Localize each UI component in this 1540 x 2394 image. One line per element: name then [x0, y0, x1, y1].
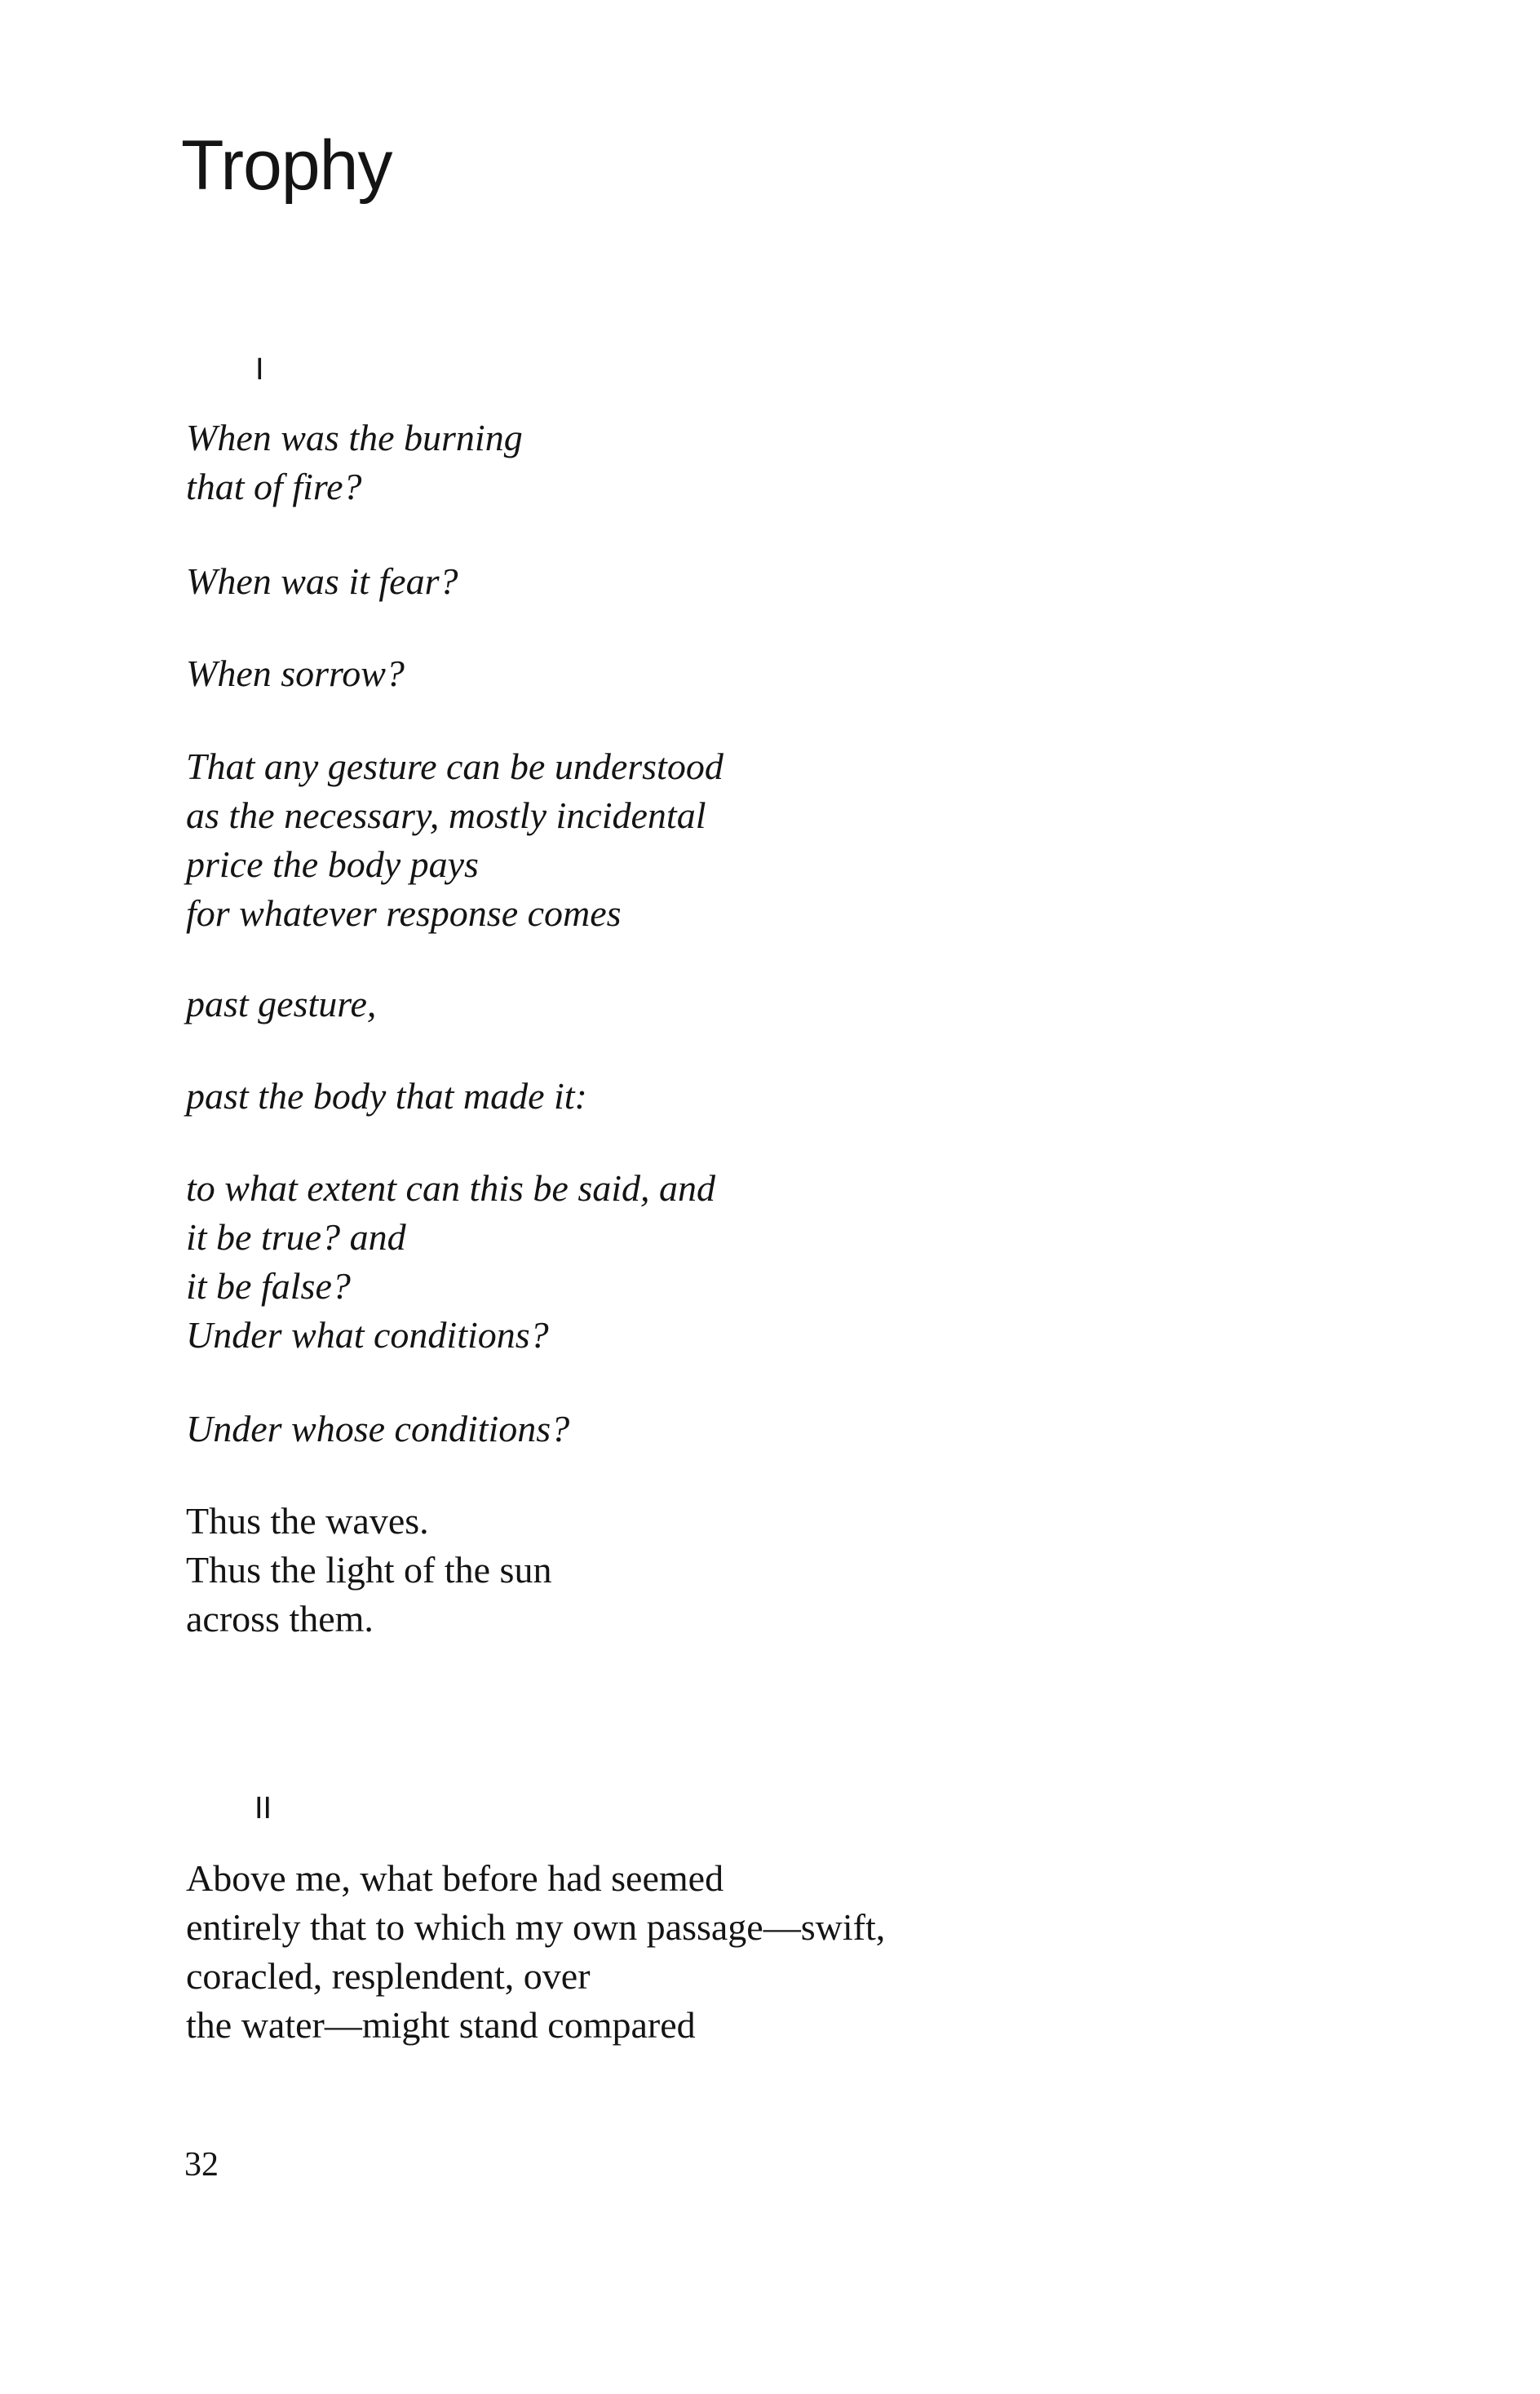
verse-line: Thus the light of the sun — [186, 1549, 552, 1591]
stanza — [186, 980, 376, 1029]
verse-line: it be true? and — [186, 1216, 406, 1258]
verse-line: Under whose conditions? — [186, 1408, 570, 1449]
stanza — [186, 557, 458, 606]
stanza — [186, 649, 405, 698]
poem-title: Trophy — [181, 126, 392, 205]
stanza — [186, 1072, 587, 1121]
section-number-2: II — [254, 1791, 272, 1825]
stanza — [186, 414, 523, 511]
verse-line: coracled, resplendent, over — [186, 1955, 591, 1997]
stanza — [186, 742, 724, 938]
verse-line: past the body that made it: — [186, 1075, 587, 1117]
verse-line: That any gesture can be understood — [186, 746, 724, 787]
stanza — [186, 1405, 569, 1454]
verse-line: to what extent can this be said, and — [186, 1167, 716, 1209]
verse-line: price the body pays — [186, 843, 479, 885]
page-number: 32 — [184, 2146, 219, 2184]
verse-line: Above me, what before had seemed — [186, 1857, 724, 1899]
verse-line: that of fire? — [186, 466, 362, 507]
stanza — [186, 1854, 885, 2050]
verse-line: the water—might stand compared — [186, 2004, 696, 2046]
verse-line: Thus the waves. — [186, 1500, 429, 1542]
stanza — [186, 1497, 551, 1644]
verse-line: entirely that to which my own passage—swift, — [186, 1906, 886, 1948]
section-number-1: I — [255, 352, 264, 387]
verse-line: When sorrow? — [186, 653, 405, 694]
stanza — [186, 1164, 715, 1360]
verse-line: When was the burning — [186, 417, 523, 458]
verse-line: as the necessary, mostly incidental — [186, 794, 706, 836]
verse-line: it be false? — [186, 1265, 351, 1307]
verse-line: past gesture, — [186, 983, 377, 1024]
verse-line: across them. — [186, 1598, 374, 1640]
verse-line: Under what conditions? — [186, 1314, 549, 1356]
verse-line: When was it fear? — [186, 560, 458, 602]
verse-line: for whatever response comes — [186, 892, 622, 934]
